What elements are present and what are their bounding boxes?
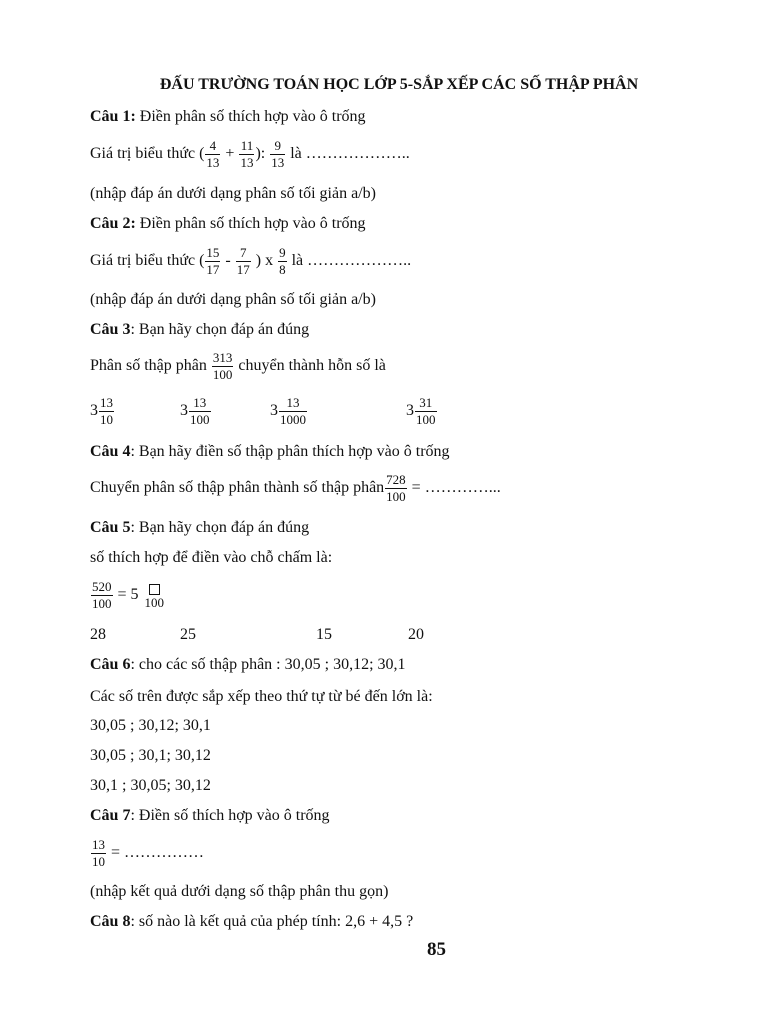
- q7-prompt: : Điền số thích hợp vào ô trống: [130, 807, 330, 824]
- q5-box-fraction: 100: [144, 581, 166, 609]
- q3-text-suffix: chuyển thành hỗn số là: [234, 356, 386, 374]
- answer-box-icon: [149, 584, 160, 595]
- q4-answer-blank: = …………...: [407, 478, 501, 496]
- q5-heading: [90, 520, 309, 536]
- q2-op2: ) x: [251, 251, 278, 269]
- q7-heading: [90, 808, 330, 824]
- q1-fraction-1: $\frac{4}{13}$: [206, 138, 220, 170]
- q1-fraction-2: $\frac{11}{13}$: [240, 138, 254, 170]
- q7-equation: [90, 838, 204, 868]
- q2-fraction-3: $\frac{9}{8}$: [279, 245, 286, 277]
- q1-fraction-3: $\frac{9}{13}$: [271, 138, 285, 170]
- q2-op1: -: [221, 251, 235, 269]
- q4-prompt: : Bạn hãy điền số thập phân thích hợp vào ô trống: [130, 443, 450, 460]
- q4-text: [90, 473, 501, 503]
- q4-text-prefix: Chuyển phân số thập phân thành số thập phân: [90, 478, 385, 496]
- q2-heading: [90, 216, 366, 232]
- q2-note: (nhập đáp án dưới dạng phân số tối giản a/b): [90, 291, 376, 308]
- q8-prompt: : số nào là kết quả của phép tính: 2,6 + 4,5 ?: [130, 913, 414, 930]
- q3-heading: [90, 322, 309, 338]
- q5-equation: [90, 580, 166, 610]
- q7-label: Câu 7: [90, 807, 131, 824]
- q3-text: [90, 351, 386, 381]
- q5-label: Câu 5: [90, 519, 131, 536]
- q2-fraction-2: $\frac{7}{17}$: [236, 245, 250, 277]
- q5-prompt: : Bạn hãy chọn đáp án đúng: [130, 519, 310, 536]
- q3-label: Câu 3: [90, 321, 131, 338]
- q5-line2: số thích hợp để điền vào chỗ chấm là:: [90, 549, 333, 566]
- q5-option-d[interactable]: 20: [408, 626, 424, 643]
- q3-option-a[interactable]: 3 $\frac{13}{10}$: [90, 395, 113, 427]
- q1-answer-blank: là ………………..: [286, 144, 410, 162]
- q7-answer-blank: = ……………: [107, 843, 205, 861]
- q1-note: (nhập đáp án dưới dạng phân số tối giản a/b): [90, 185, 376, 202]
- q8-label: Câu 8: [90, 913, 131, 930]
- q4-heading: [90, 444, 450, 460]
- q1-prompt: Điền phân số thích hợp vào ô trống: [135, 108, 366, 125]
- q5-option-b[interactable]: 25: [180, 626, 196, 643]
- q5-option-c[interactable]: 15: [316, 626, 332, 643]
- q4-fraction: $\frac{728}{100}$: [386, 472, 406, 504]
- page-title: ĐẤU TRƯỜNG TOÁN HỌC LỚP 5-SẮP XẾP CÁC SỐ THẬP PHÂN: [159, 76, 639, 93]
- q2-fraction-1: $\frac{15}{17}$: [206, 245, 220, 277]
- q6-line2: Các số trên được sắp xếp theo thứ tự từ bé đến lớn là:: [90, 688, 433, 705]
- q7-fraction: $\frac{13}{10}$: [92, 837, 105, 869]
- q1-expression: [90, 139, 410, 169]
- q6-label: Câu 6: [90, 656, 131, 673]
- q1-label: Câu 1:: [90, 108, 136, 125]
- q1-op2: ):: [255, 144, 270, 162]
- q1-op1: +: [221, 144, 239, 162]
- q7-note: (nhập kết quả dưới dạng số thập phân thu gọn): [90, 883, 389, 900]
- q5-eq: = 5: [113, 585, 143, 603]
- q5-fraction: $\frac{520}{100}$: [92, 579, 112, 611]
- q3-fraction: $\frac{313}{100}$: [212, 350, 233, 382]
- q3-option-c[interactable]: 3 $\frac{13}{1000}$: [270, 395, 306, 427]
- q6-option-b[interactable]: 30,05 ; 30,1; 30,12: [90, 747, 211, 764]
- q2-prompt: Điền phân số thích hợp vào ô trống: [135, 215, 366, 232]
- q2-expression: [90, 246, 411, 276]
- q8-heading: [90, 914, 413, 930]
- q6-option-a[interactable]: 30,05 ; 30,12; 30,1: [90, 717, 211, 734]
- q6-heading: [90, 657, 406, 673]
- q1-expr-prefix: Giá trị biểu thức (: [90, 144, 205, 162]
- page-number: 85: [427, 939, 446, 960]
- q5-option-a[interactable]: 28: [90, 626, 106, 643]
- q3-option-d[interactable]: 3 $\frac{31}{100}$: [406, 395, 436, 427]
- q4-label: Câu 4: [90, 443, 131, 460]
- q3-option-b[interactable]: 3 $\frac{13}{100}$: [180, 395, 210, 427]
- q6-prompt: : cho các số thập phân : 30,05 ; 30,12; 30,1: [130, 656, 406, 673]
- q2-expr-prefix: Giá trị biểu thức (: [90, 251, 205, 269]
- q2-label: Câu 2:: [90, 215, 136, 232]
- q2-answer-blank: là ………………..: [287, 251, 412, 269]
- q3-prompt: : Bạn hãy chọn đáp án đúng: [130, 321, 310, 338]
- q3-text-prefix: Phân số thập phân: [90, 356, 211, 374]
- q6-option-c[interactable]: 30,1 ; 30,05; 30,12: [90, 777, 211, 794]
- q1-heading: [90, 109, 366, 125]
